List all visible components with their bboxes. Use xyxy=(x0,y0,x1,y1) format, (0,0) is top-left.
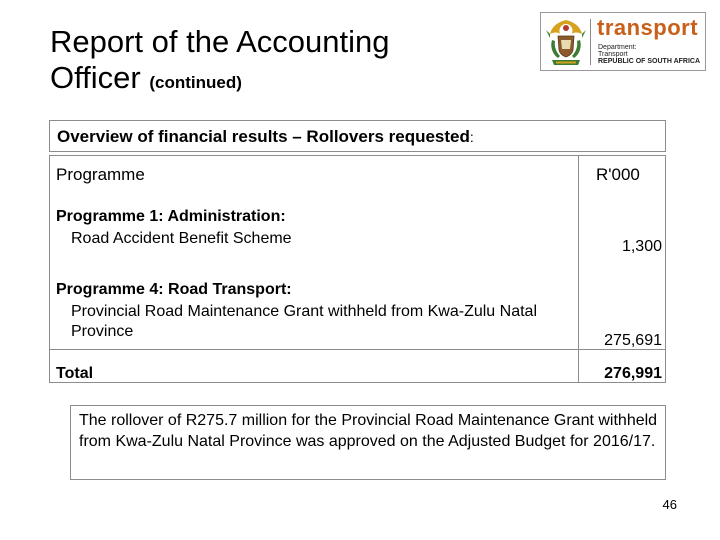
programme-title: Programme 1: Administration: xyxy=(56,208,286,225)
programme-item: Provincial Road Maintenance Grant withheld from Kwa-Zulu Natal Province xyxy=(71,303,537,340)
programme-item: Road Accident Benefit Scheme xyxy=(71,230,292,247)
logo-divider xyxy=(590,19,591,65)
programme-amount: 275,691 xyxy=(604,332,662,349)
programme-title: Programme 4: Road Transport: xyxy=(56,281,292,298)
page-title xyxy=(50,24,510,101)
logo-wordmark: transport xyxy=(597,15,699,40)
logo-department-name: Transport xyxy=(598,51,628,58)
section-heading xyxy=(49,120,666,152)
page-number: 46 xyxy=(662,497,677,512)
section-heading-text: Overview of financial results – Rollovers requested xyxy=(57,127,470,146)
column-header-programme: Programme xyxy=(56,165,145,184)
total-amount: 276,991 xyxy=(604,365,662,382)
programme-amount: 1,300 xyxy=(621,238,662,255)
logo-department-label: Department: xyxy=(598,44,637,51)
department-logo xyxy=(540,12,706,71)
page-title-line1: Report of the Accounting xyxy=(50,24,390,59)
logo-country: REPUBLIC OF SOUTH AFRICA xyxy=(598,58,701,65)
column-header-amount: R'000 xyxy=(596,165,640,184)
total-label: Total xyxy=(56,365,94,382)
rollover-note-text: The rollover of R275.7 million for the Provincial Road Maintenance Grant withheld from Kwa-Zulu Natal Province was approved on the Adjusted Budget for 2016/17. xyxy=(79,412,658,450)
section-heading-colon: : xyxy=(469,129,474,145)
page-title-suffix: (continued) xyxy=(149,73,242,92)
page-title-line2: Officer xyxy=(50,60,141,95)
rollover-note xyxy=(70,405,666,480)
rollovers-table xyxy=(49,155,666,383)
coat-of-arms-icon xyxy=(544,16,588,68)
total-row-divider xyxy=(50,349,665,350)
